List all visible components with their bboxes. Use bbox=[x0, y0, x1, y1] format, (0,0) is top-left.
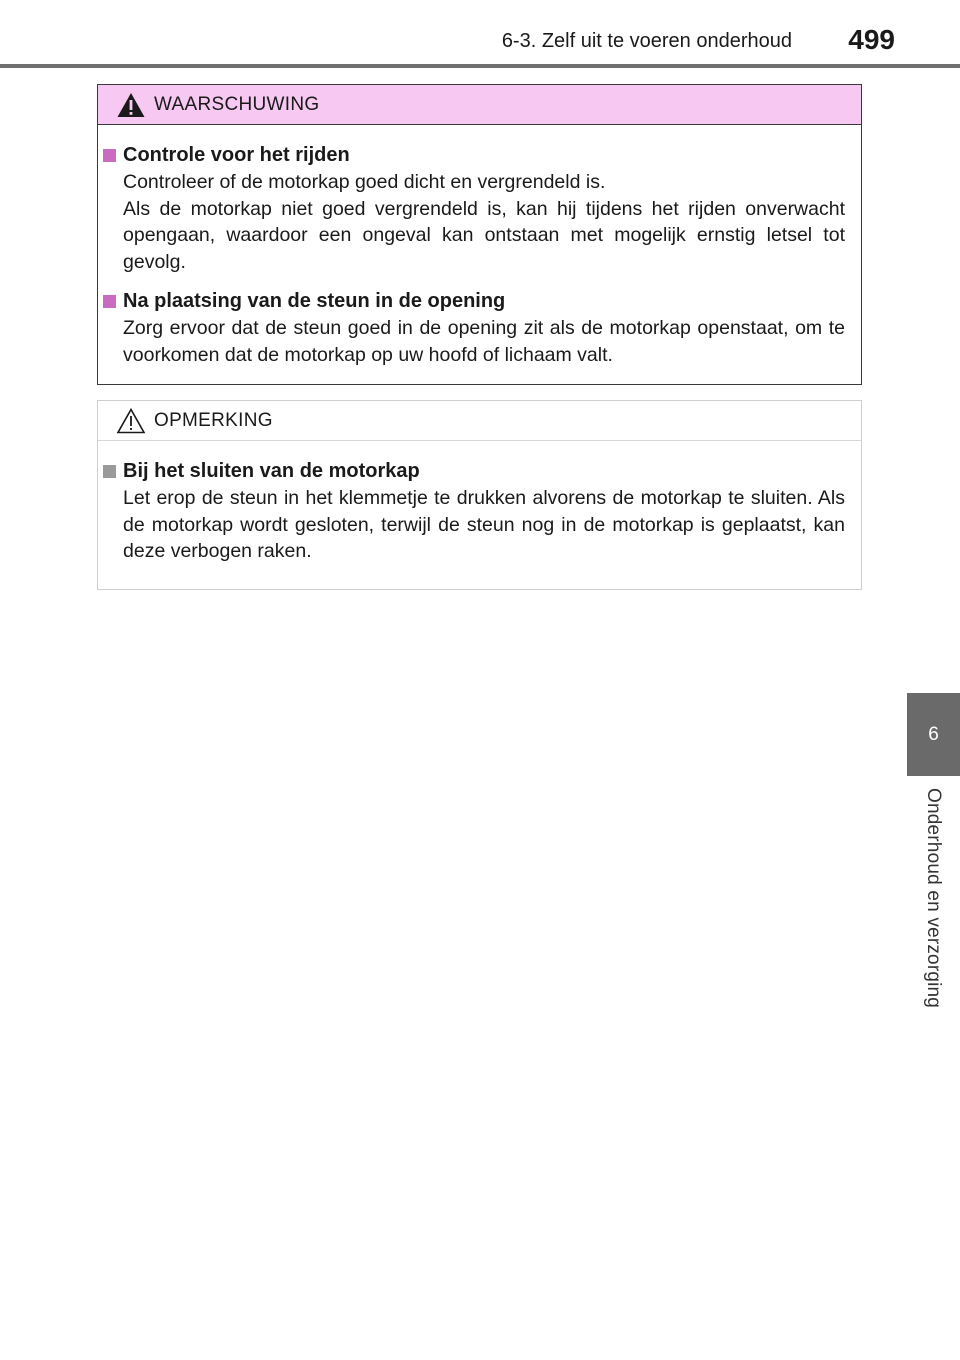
warning-paragraph: Zorg ervoor dat de steun goed in de opening zit als de motorkap openstaat, om te voorkomen dat de motorkap op uw hoofd of lichaam valt. bbox=[123, 317, 845, 366]
notice-item bbox=[103, 457, 845, 565]
warning-triangle-filled-icon bbox=[116, 91, 146, 119]
square-bullet-icon bbox=[103, 149, 116, 162]
warning-box bbox=[97, 84, 862, 385]
warning-paragraph: Controleer of de motorkap goed dicht en vergrendeld is. bbox=[123, 171, 606, 193]
notice-body bbox=[98, 441, 861, 565]
warning-item-heading: Na plaatsing van de steun in de opening bbox=[123, 290, 506, 312]
notice-paragraph: Let erop de steun in het klemmetje te drukken alvorens de motorkap te sluiten. Als de motorkap wordt gesloten, terwijl de steun nog in de motorkap is geplaatst, kan deze verbogen raken. bbox=[123, 487, 845, 562]
warning-item bbox=[103, 287, 845, 368]
warning-paragraph: Als de motorkap niet goed vergrendeld is, kan hij tijdens het rijden onverwacht opengaan, waardoor een ongeval kan ontstaan met mogelijk ernstig letsel tot gevolg. bbox=[123, 197, 845, 273]
warning-body bbox=[98, 125, 861, 368]
notice-title: OPMERKING bbox=[154, 409, 273, 431]
chapter-title: Onderhoud en verzorging bbox=[923, 788, 944, 1009]
notice-item-heading: Bij het sluiten van de motorkap bbox=[123, 460, 420, 482]
square-bullet-icon bbox=[103, 295, 116, 308]
notice-header bbox=[98, 401, 861, 441]
caution-triangle-outline-icon bbox=[116, 407, 146, 435]
chapter-tab bbox=[907, 693, 960, 776]
warning-item-title bbox=[103, 287, 845, 315]
warning-header bbox=[98, 85, 861, 125]
warning-item-heading: Controle voor het rijden bbox=[123, 144, 350, 166]
warning-item-title bbox=[103, 141, 845, 169]
section-title: 6-3. Zelf uit te voeren onderhoud bbox=[501, 30, 792, 52]
header-divider bbox=[0, 64, 960, 68]
warning-title: WAARSCHUWING bbox=[154, 93, 320, 115]
chapter-number: 6 bbox=[928, 723, 939, 745]
notice-item-title bbox=[103, 457, 845, 485]
square-bullet-icon bbox=[103, 465, 116, 478]
warning-item bbox=[103, 141, 845, 275]
notice-box bbox=[97, 400, 862, 590]
page-number: 499 bbox=[848, 24, 895, 55]
